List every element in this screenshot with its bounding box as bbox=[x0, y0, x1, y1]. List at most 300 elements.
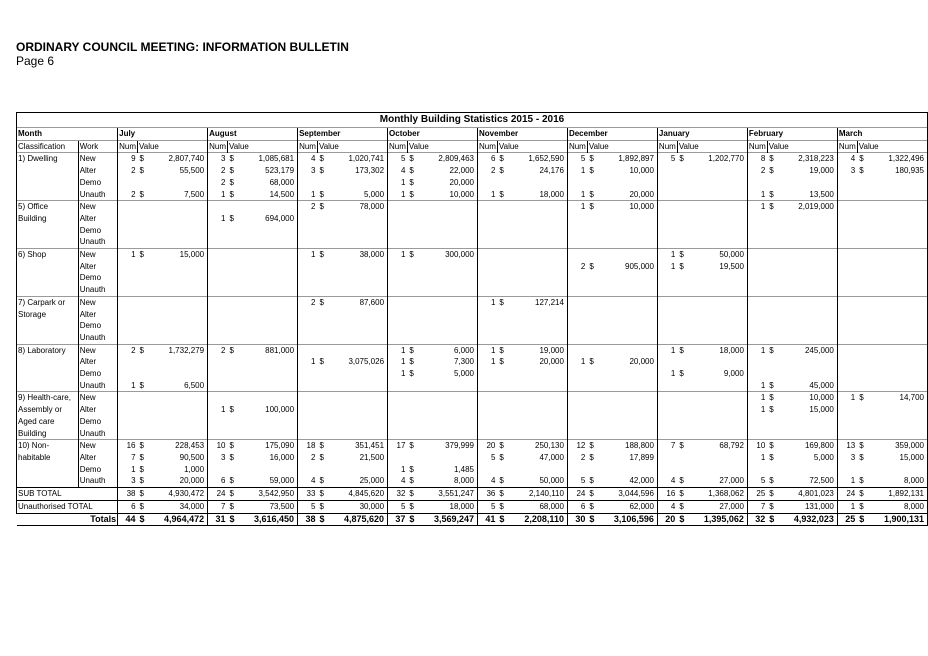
dollar-sign bbox=[227, 236, 241, 248]
num-cell bbox=[567, 332, 587, 344]
value-cell bbox=[241, 392, 297, 404]
value-header: Value bbox=[857, 140, 927, 153]
num-cell: 20 bbox=[478, 440, 498, 452]
table-row bbox=[17, 380, 928, 392]
num-cell: 1 bbox=[567, 201, 587, 213]
classification-cell bbox=[17, 356, 79, 368]
value-cell bbox=[601, 309, 657, 321]
num-cell: 10 bbox=[208, 440, 228, 452]
dollar-sign bbox=[767, 225, 781, 237]
dollar-sign: $ bbox=[497, 296, 511, 308]
dollar-sign: $ bbox=[229, 166, 234, 176]
dollar-sign: $ bbox=[857, 500, 871, 513]
dollar-sign bbox=[677, 428, 691, 440]
value-cell: 250,130 bbox=[511, 440, 567, 452]
table-row bbox=[17, 320, 928, 332]
dollar-sign: $ bbox=[138, 344, 152, 356]
month-header: November bbox=[478, 128, 568, 141]
value-cell: 351,451 bbox=[331, 440, 387, 452]
dollar-sign: $ bbox=[317, 153, 331, 165]
dollar-sign bbox=[497, 392, 511, 404]
dollar-sign bbox=[497, 368, 511, 380]
value-cell bbox=[421, 213, 477, 225]
work-cell: Unauth bbox=[78, 189, 117, 201]
value-cell: 3,542,950 bbox=[241, 488, 297, 501]
dollar-sign bbox=[497, 284, 511, 296]
value-cell bbox=[151, 320, 207, 332]
value-cell: 16,000 bbox=[269, 452, 295, 462]
value-cell: 19,000 bbox=[809, 166, 834, 176]
value-cell: 2,318,223 bbox=[781, 153, 837, 165]
num-cell: 6 bbox=[478, 153, 498, 165]
table-row bbox=[17, 177, 928, 189]
dollar-sign: $ bbox=[769, 476, 774, 486]
num-cell: 3 bbox=[208, 153, 228, 165]
classification-cell: Aged care bbox=[17, 416, 79, 428]
value-cell bbox=[601, 404, 657, 416]
value-cell: 3,616,450 bbox=[241, 513, 297, 526]
value-cell: 5,000 bbox=[453, 369, 474, 379]
num-cell bbox=[657, 189, 677, 201]
value-cell: 34,000 bbox=[151, 500, 207, 513]
dollar-sign: $ bbox=[317, 513, 331, 526]
num-cell bbox=[208, 272, 228, 284]
dollar-sign bbox=[677, 177, 691, 189]
num-cell bbox=[388, 452, 408, 464]
dollar-sign: $ bbox=[767, 344, 781, 356]
value-cell: 10,000 bbox=[601, 201, 657, 213]
value-cell: 4,845,620 bbox=[331, 488, 387, 501]
num-cell bbox=[118, 272, 138, 284]
dollar-sign bbox=[227, 320, 241, 332]
num-cell bbox=[118, 332, 138, 344]
num-cell: 2 bbox=[118, 189, 138, 201]
value-cell: 21,500 bbox=[359, 452, 385, 462]
value-cell bbox=[241, 356, 297, 368]
num-cell bbox=[388, 236, 408, 248]
dollar-sign bbox=[497, 225, 511, 237]
table-row bbox=[17, 153, 928, 165]
dollar-sign bbox=[227, 296, 241, 308]
value-cell: 10,000 bbox=[629, 166, 654, 176]
value-cell: 30,000 bbox=[331, 500, 387, 513]
value-cell bbox=[331, 368, 387, 380]
num-cell: 5 bbox=[388, 153, 408, 165]
num-cell bbox=[208, 236, 228, 248]
value-cell bbox=[511, 464, 567, 476]
dollar-sign bbox=[227, 249, 241, 261]
value-cell bbox=[511, 380, 567, 392]
dollar-sign: $ bbox=[139, 166, 144, 176]
num-cell: 13 bbox=[837, 440, 857, 452]
num-cell bbox=[657, 452, 677, 464]
dollar-sign: $ bbox=[769, 380, 774, 390]
month-label: Month bbox=[17, 128, 79, 141]
month-header: March bbox=[837, 128, 927, 141]
dollar-sign: $ bbox=[407, 440, 421, 452]
value-cell bbox=[691, 464, 747, 476]
num-cell bbox=[657, 165, 677, 177]
num-cell bbox=[118, 296, 138, 308]
unauthorised-total-row bbox=[17, 500, 928, 513]
classification-cell bbox=[17, 475, 79, 487]
value-cell bbox=[691, 189, 747, 201]
value-cell bbox=[241, 380, 297, 392]
value-header: Value bbox=[227, 140, 297, 153]
num-cell bbox=[118, 320, 138, 332]
dollar-sign: $ bbox=[857, 440, 871, 452]
num-cell bbox=[208, 392, 228, 404]
value-cell bbox=[691, 201, 747, 213]
value-cell bbox=[151, 284, 207, 296]
value-cell bbox=[241, 416, 297, 428]
num-cell: 2 bbox=[208, 177, 228, 189]
num-cell bbox=[208, 428, 228, 440]
value-cell: 20,000 bbox=[539, 357, 564, 367]
num-cell bbox=[388, 213, 408, 225]
num-cell: 25 bbox=[747, 488, 767, 501]
dollar-sign bbox=[857, 261, 871, 273]
dollar-sign bbox=[677, 213, 691, 225]
dollar-sign: $ bbox=[677, 344, 691, 356]
num-cell: 1 bbox=[388, 368, 408, 380]
num-cell: 4 bbox=[657, 500, 677, 513]
dollar-sign bbox=[677, 380, 691, 392]
dollar-sign bbox=[677, 296, 691, 308]
value-cell bbox=[691, 213, 747, 225]
value-cell bbox=[331, 272, 387, 284]
dollar-sign: $ bbox=[139, 452, 144, 462]
num-cell bbox=[837, 296, 857, 308]
value-cell: 9,000 bbox=[723, 369, 744, 379]
value-cell: 1,322,496 bbox=[871, 153, 928, 165]
value-cell bbox=[331, 261, 387, 273]
value-cell bbox=[781, 261, 837, 273]
table-row bbox=[17, 309, 928, 321]
dollar-sign bbox=[677, 416, 691, 428]
value-cell: 359,000 bbox=[871, 440, 928, 452]
dollar-sign: $ bbox=[589, 476, 594, 486]
dollar-sign: $ bbox=[677, 153, 691, 165]
num-cell bbox=[478, 249, 498, 261]
dollar-sign bbox=[317, 284, 331, 296]
dollar-sign: $ bbox=[407, 249, 421, 261]
table-row bbox=[17, 356, 928, 368]
dollar-sign bbox=[317, 225, 331, 237]
dollar-sign: $ bbox=[677, 513, 691, 526]
num-cell bbox=[208, 309, 228, 321]
dollar-sign: $ bbox=[497, 513, 511, 526]
dollar-sign bbox=[587, 416, 601, 428]
num-header: Num bbox=[388, 140, 408, 153]
value-cell: 13,500 bbox=[809, 189, 834, 199]
dollar-sign bbox=[497, 261, 511, 273]
classification-cell: 6) Shop bbox=[17, 249, 79, 261]
dollar-sign: $ bbox=[229, 476, 234, 486]
value-cell: 175,090 bbox=[241, 440, 297, 452]
num-cell: 4 bbox=[298, 153, 318, 165]
table-row bbox=[17, 236, 928, 248]
dollar-sign: $ bbox=[679, 261, 684, 271]
num-cell bbox=[747, 356, 767, 368]
dollar-sign bbox=[677, 452, 691, 464]
num-cell bbox=[118, 225, 138, 237]
work-cell: New bbox=[78, 249, 117, 261]
num-cell: 6 bbox=[208, 475, 228, 487]
num-cell bbox=[298, 177, 318, 189]
dollar-sign bbox=[497, 177, 511, 189]
dollar-sign bbox=[317, 320, 331, 332]
num-cell bbox=[118, 392, 138, 404]
value-cell bbox=[331, 344, 387, 356]
num-cell bbox=[747, 249, 767, 261]
dollar-sign bbox=[138, 261, 152, 273]
dollar-sign bbox=[767, 261, 781, 273]
num-cell: 1 bbox=[478, 356, 498, 368]
value-cell bbox=[691, 320, 747, 332]
dollar-sign bbox=[227, 309, 241, 321]
table-row bbox=[17, 249, 928, 261]
dollar-sign: $ bbox=[317, 201, 331, 213]
num-cell: 5 bbox=[567, 475, 587, 487]
num-cell bbox=[478, 320, 498, 332]
value-cell bbox=[421, 225, 477, 237]
dollar-sign bbox=[767, 428, 781, 440]
value-cell: 17,899 bbox=[629, 452, 654, 462]
num-cell: 1 bbox=[298, 356, 318, 368]
num-cell: 32 bbox=[388, 488, 408, 501]
num-cell bbox=[747, 320, 767, 332]
num-cell: 3 bbox=[837, 452, 857, 464]
num-cell bbox=[478, 428, 498, 440]
num-header: Num bbox=[118, 140, 138, 153]
num-cell: 31 bbox=[208, 513, 228, 526]
num-cell: 1 bbox=[657, 261, 677, 273]
dollar-sign: $ bbox=[677, 500, 691, 513]
num-cell: 7 bbox=[657, 440, 677, 452]
num-cell bbox=[837, 428, 857, 440]
num-cell: 1 bbox=[747, 201, 767, 213]
dollar-sign: $ bbox=[499, 476, 504, 486]
num-cell: 1 bbox=[747, 392, 767, 404]
value-cell bbox=[691, 404, 747, 416]
dollar-sign bbox=[587, 404, 601, 416]
dollar-sign bbox=[587, 380, 601, 392]
num-cell: 5 bbox=[478, 452, 498, 464]
work-cell: New bbox=[78, 392, 117, 404]
work-cell: Alter bbox=[78, 165, 117, 177]
dollar-sign: $ bbox=[859, 166, 864, 176]
value-header: Value bbox=[497, 140, 567, 153]
dollar-sign: $ bbox=[677, 440, 691, 452]
num-cell: 1 bbox=[837, 475, 857, 487]
dollar-sign bbox=[138, 356, 152, 368]
num-cell bbox=[478, 309, 498, 321]
num-cell: 4 bbox=[388, 165, 408, 177]
value-cell bbox=[511, 249, 567, 261]
dollar-sign bbox=[227, 272, 241, 284]
value-cell: 55,500 bbox=[179, 166, 205, 176]
value-cell bbox=[241, 225, 297, 237]
work-cell: Demo bbox=[78, 272, 117, 284]
dollar-sign bbox=[407, 416, 421, 428]
num-cell: 1 bbox=[208, 189, 228, 201]
num-cell bbox=[747, 368, 767, 380]
value-cell: 47,000 bbox=[539, 452, 564, 462]
value-cell: 1,368,062 bbox=[691, 488, 747, 501]
dollar-sign: $ bbox=[319, 189, 324, 199]
value-cell bbox=[151, 201, 207, 213]
table-row bbox=[17, 296, 928, 308]
num-cell: 24 bbox=[567, 488, 587, 501]
dollar-sign: $ bbox=[497, 153, 511, 165]
dollar-sign bbox=[677, 320, 691, 332]
dollar-sign: $ bbox=[409, 166, 414, 176]
dollar-sign: $ bbox=[407, 513, 421, 526]
dollar-sign bbox=[407, 272, 421, 284]
dollar-sign bbox=[857, 189, 871, 201]
month-header: July bbox=[118, 128, 208, 141]
dollar-sign bbox=[407, 261, 421, 273]
table-title-row bbox=[17, 113, 928, 128]
value-cell: 45,000 bbox=[809, 380, 834, 390]
num-cell: 2 bbox=[298, 201, 318, 213]
num-cell bbox=[118, 261, 138, 273]
dollar-sign bbox=[857, 249, 871, 261]
dollar-sign: $ bbox=[497, 344, 511, 356]
dollar-sign bbox=[497, 236, 511, 248]
num-cell: 4 bbox=[837, 153, 857, 165]
value-cell bbox=[331, 392, 387, 404]
num-cell bbox=[747, 177, 767, 189]
num-cell: 1 bbox=[478, 189, 498, 201]
month-header: August bbox=[208, 128, 298, 141]
value-cell bbox=[871, 356, 928, 368]
dollar-sign: $ bbox=[317, 440, 331, 452]
num-cell bbox=[567, 284, 587, 296]
num-cell: 5 bbox=[388, 500, 408, 513]
dollar-sign bbox=[587, 332, 601, 344]
value-cell: 4,932,023 bbox=[781, 513, 837, 526]
table-row bbox=[17, 428, 928, 440]
num-cell bbox=[747, 236, 767, 248]
value-header: Value bbox=[407, 140, 477, 153]
month-header: January bbox=[657, 128, 747, 141]
value-cell bbox=[151, 309, 207, 321]
month-header-row bbox=[17, 128, 928, 141]
value-cell bbox=[511, 368, 567, 380]
value-cell bbox=[421, 332, 477, 344]
dollar-sign bbox=[587, 428, 601, 440]
num-header: Num bbox=[298, 140, 318, 153]
num-cell: 1 bbox=[388, 249, 408, 261]
value-cell bbox=[601, 236, 657, 248]
dollar-sign bbox=[317, 272, 331, 284]
dollar-sign: $ bbox=[767, 201, 781, 213]
classification-cell: Building bbox=[17, 213, 79, 225]
dollar-sign bbox=[857, 296, 871, 308]
num-cell: 4 bbox=[478, 475, 498, 487]
num-cell bbox=[657, 201, 677, 213]
dollar-sign bbox=[677, 309, 691, 321]
value-cell bbox=[601, 332, 657, 344]
value-cell: 1,732,279 bbox=[151, 344, 207, 356]
num-cell: 1 bbox=[298, 189, 318, 201]
num-cell: 3 bbox=[837, 165, 857, 177]
bulletin-title: ORDINARY COUNCIL MEETING: INFORMATION BULLETIN bbox=[16, 40, 349, 54]
value-cell bbox=[241, 296, 297, 308]
dollar-sign: $ bbox=[139, 380, 144, 390]
value-cell: 1,085,681 bbox=[241, 153, 297, 165]
classification-cell bbox=[17, 320, 79, 332]
dollar-sign bbox=[317, 344, 331, 356]
value-cell bbox=[331, 464, 387, 476]
value-cell: 1,485 bbox=[453, 464, 474, 474]
value-cell: 38,000 bbox=[331, 249, 387, 261]
dollar-sign: $ bbox=[497, 500, 511, 513]
num-cell bbox=[298, 404, 318, 416]
value-cell: 7,300 bbox=[453, 357, 474, 367]
value-cell bbox=[781, 249, 837, 261]
value-cell bbox=[871, 249, 928, 261]
value-cell bbox=[511, 392, 567, 404]
num-cell bbox=[567, 236, 587, 248]
dollar-sign bbox=[497, 464, 511, 476]
dollar-sign: $ bbox=[767, 513, 781, 526]
value-cell: 300,000 bbox=[421, 249, 477, 261]
table-row bbox=[17, 332, 928, 344]
dollar-sign bbox=[587, 320, 601, 332]
dollar-sign bbox=[677, 332, 691, 344]
dollar-sign: $ bbox=[589, 189, 594, 199]
value-cell: 14,500 bbox=[269, 189, 295, 199]
classification-cell bbox=[17, 225, 79, 237]
num-cell: 1 bbox=[837, 500, 857, 513]
value-cell bbox=[331, 309, 387, 321]
table-row bbox=[17, 440, 928, 452]
dollar-sign bbox=[587, 368, 601, 380]
value-cell bbox=[601, 284, 657, 296]
num-cell: 2 bbox=[747, 165, 767, 177]
value-cell: 15,000 bbox=[871, 452, 928, 464]
table-title: Monthly Building Statistics 2015 - 2016 bbox=[17, 113, 928, 128]
num-cell: 5 bbox=[298, 500, 318, 513]
value-cell bbox=[871, 309, 928, 321]
dollar-sign bbox=[317, 380, 331, 392]
dollar-sign bbox=[407, 332, 421, 344]
value-cell bbox=[331, 320, 387, 332]
num-cell bbox=[657, 392, 677, 404]
num-cell: 1 bbox=[118, 249, 138, 261]
dollar-sign bbox=[677, 272, 691, 284]
dollar-sign bbox=[317, 261, 331, 273]
value-cell: 25,000 bbox=[359, 476, 385, 486]
num-cell bbox=[388, 416, 408, 428]
value-cell bbox=[601, 213, 657, 225]
value-cell bbox=[421, 428, 477, 440]
num-cell bbox=[837, 368, 857, 380]
dollar-sign: $ bbox=[587, 201, 601, 213]
classification-cell bbox=[17, 380, 79, 392]
value-cell bbox=[331, 236, 387, 248]
num-cell bbox=[388, 404, 408, 416]
value-cell: 1,000 bbox=[184, 464, 205, 474]
num-cell bbox=[208, 368, 228, 380]
dollar-sign bbox=[677, 236, 691, 248]
value-cell bbox=[331, 213, 387, 225]
value-cell bbox=[511, 213, 567, 225]
totals-row bbox=[17, 513, 928, 526]
